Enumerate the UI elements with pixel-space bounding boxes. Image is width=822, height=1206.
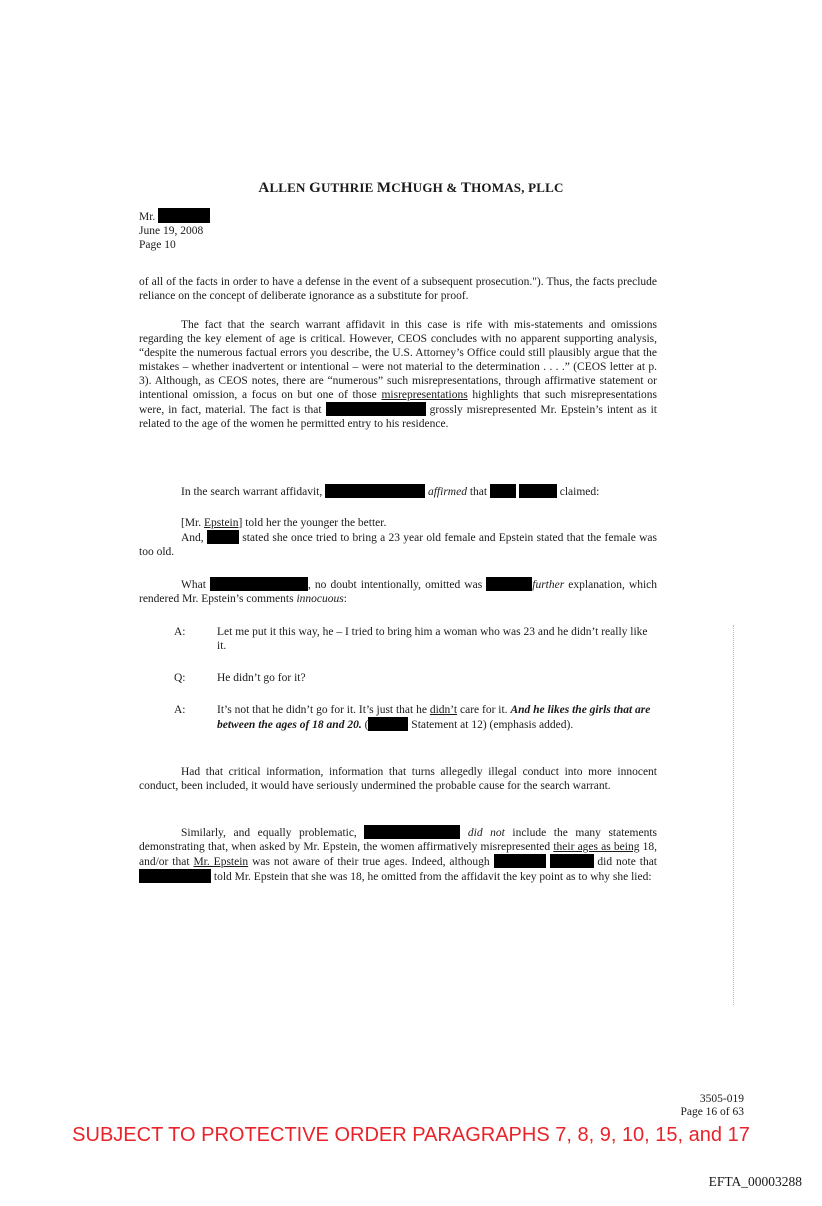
letter-date: June 19, 2008 bbox=[139, 225, 204, 237]
qa-label: A: bbox=[174, 626, 186, 638]
text-run: was not aware of their true ages. Indeed, although bbox=[248, 856, 494, 868]
paragraph-text bbox=[139, 825, 657, 884]
text-run: care for it. bbox=[457, 704, 511, 716]
address-block bbox=[139, 208, 210, 252]
qa-item bbox=[174, 625, 657, 653]
redaction-box bbox=[490, 484, 516, 498]
paragraph-2 bbox=[139, 318, 657, 431]
document-number: 3505-019 bbox=[699, 1093, 744, 1105]
paragraph-text bbox=[139, 484, 657, 499]
paragraph-text: Had that critical information, information that turns allegedly illegal conduct into more innocent conduct, been included, it would have seriously undermined the probable cause for the search warrant. bbox=[139, 766, 657, 792]
qa-item bbox=[174, 671, 657, 685]
text-run: What bbox=[181, 579, 210, 591]
redaction-box bbox=[158, 208, 210, 223]
paragraph-text: of all of the facts in order to have a defense in the event of a subsequent prosecution."). Thus, the facts preclude reliance on the concept of deliberate ignorance as a substitute for proof. bbox=[139, 276, 657, 302]
firm-initial-g: G bbox=[309, 180, 321, 196]
firm-part-homas: HOMAS, PLLC bbox=[471, 180, 564, 195]
recipient-line bbox=[139, 208, 210, 224]
firm-initial-m: M bbox=[376, 180, 392, 196]
paragraph-1 bbox=[139, 275, 657, 303]
text-run: grossly misrepresented Mr. Epstein’s intent as it related to the age of the women he permitted entry to his residence. bbox=[139, 404, 657, 430]
redaction-box bbox=[494, 854, 546, 868]
paragraph-text bbox=[139, 577, 657, 606]
redaction-box bbox=[550, 854, 594, 868]
text-run: ] told her the younger the better. bbox=[238, 517, 387, 529]
letter-page-number: Page 10 bbox=[139, 239, 176, 251]
redaction-box bbox=[326, 402, 426, 416]
document-number-block bbox=[680, 1093, 744, 1119]
firm-part-c: C bbox=[391, 180, 401, 195]
text-run: ( bbox=[361, 719, 369, 731]
text-run: , no doubt intentionally, omitted was bbox=[307, 579, 487, 591]
paragraph-text bbox=[139, 318, 657, 431]
redaction-box bbox=[207, 530, 239, 544]
text-run: told Mr. Epstein that she was 18, he omitted from the affidavit the key point as to why she lied: bbox=[211, 871, 652, 883]
paragraph-6 bbox=[139, 577, 657, 606]
italic-text: did not bbox=[467, 827, 505, 839]
protective-order-banner: SUBJECT TO PROTECTIVE ORDER PARAGRAPHS 7, 8, 9, 10, 15, and 17 bbox=[72, 1124, 750, 1146]
redaction-box bbox=[519, 484, 557, 498]
qa-text: He didn’t go for it? bbox=[217, 672, 306, 684]
underlined-text: Mr. Epstein bbox=[193, 856, 249, 868]
italic-text: affirmed bbox=[427, 486, 467, 498]
redaction-box bbox=[368, 717, 408, 731]
bates-number: EFTA_00003288 bbox=[708, 1174, 802, 1189]
text-run: 18, and/or that bbox=[139, 841, 658, 868]
qa-label: Q: bbox=[174, 672, 186, 684]
qa-item bbox=[174, 703, 657, 732]
text-run: highlights that such misrepresentations were, in fact, material. The fact is that bbox=[139, 389, 657, 416]
firm-part-ugh: UGH & bbox=[412, 180, 461, 195]
text-run: stated she once tried to bring a 23 year old female and Epstein stated that the female was too old. bbox=[139, 532, 657, 558]
paragraph-8 bbox=[139, 825, 657, 884]
firm-initial-a: A bbox=[258, 180, 270, 196]
redaction-box bbox=[210, 577, 308, 591]
text-run: [Mr. bbox=[181, 517, 204, 529]
redaction-box bbox=[325, 484, 425, 498]
text-run: explanation, which rendered Mr. Epstein’s comments bbox=[139, 579, 657, 605]
text-run: The fact that the search warrant affidavit in this case is rife with mis-statements and omissions regarding the key element of age is critical. However, CEOS concludes with no apparent supporting analysis, “despite the numerous factual errors you describe, the U.S. Attorney’s Office could still plausibly argue that the mistakes – whether inadvertent or intentional – were not material to the determination . . . .” (CEOS letter at p. 3). Although, as CEOS notes, there are “numerous” such misrepresentations, through affirmative statement or intentional omission, a focus on but one of those bbox=[139, 319, 657, 401]
firm-part-uthrie: UTHRIE bbox=[320, 180, 377, 195]
firm-initial-t: T bbox=[460, 180, 472, 196]
paragraph-3 bbox=[139, 484, 657, 499]
firm-part-llen: LLEN bbox=[269, 180, 310, 195]
italic-text: innocuous bbox=[296, 593, 344, 605]
redaction-box bbox=[486, 577, 532, 591]
scan-margin-line bbox=[733, 625, 735, 1005]
qa-text bbox=[217, 703, 657, 732]
text-run: include the many statements demonstrating that, when asked by Mr. Epstein, the women affirmatively misrepresented bbox=[139, 827, 658, 853]
paragraph-7 bbox=[139, 765, 657, 793]
underlined-text: their ages as being bbox=[553, 841, 640, 853]
text-run: It’s not that he didn’t go for it. It’s just that he bbox=[217, 704, 430, 716]
text-run: that bbox=[466, 486, 490, 498]
text-run: did note that bbox=[593, 856, 657, 868]
redaction-box bbox=[139, 869, 211, 883]
text-run: Similarly, and equally problematic, bbox=[181, 827, 365, 839]
firm-letterhead bbox=[0, 180, 822, 197]
underlined-text: misrepresentations bbox=[381, 389, 468, 401]
quote-line bbox=[139, 530, 657, 559]
redaction-box bbox=[364, 825, 460, 839]
page-count: Page 16 of 63 bbox=[680, 1106, 744, 1118]
emphasis-text: And he likes the girls that are between the ages of 18 and 20. bbox=[217, 704, 651, 731]
text-run: claimed: bbox=[556, 486, 600, 498]
text-run: : bbox=[343, 593, 347, 605]
text-run: And, bbox=[181, 532, 207, 544]
underlined-text: Epstein bbox=[204, 517, 239, 529]
italic-text: further bbox=[532, 579, 565, 591]
qa-label: A: bbox=[174, 704, 186, 716]
quote-block bbox=[139, 516, 657, 559]
text-run: Statement at 12) (emphasis added). bbox=[408, 719, 574, 731]
qa-text: Let me put it this way, he – I tried to bring him a woman who was 23 and he didn’t really like it. bbox=[217, 626, 648, 652]
firm-initial-h: H bbox=[400, 180, 413, 196]
quote-line bbox=[139, 516, 657, 530]
underlined-text: didn’t bbox=[429, 704, 458, 716]
text-run: In the search warrant affidavit, bbox=[181, 486, 326, 498]
salutation: Mr. bbox=[139, 211, 156, 223]
